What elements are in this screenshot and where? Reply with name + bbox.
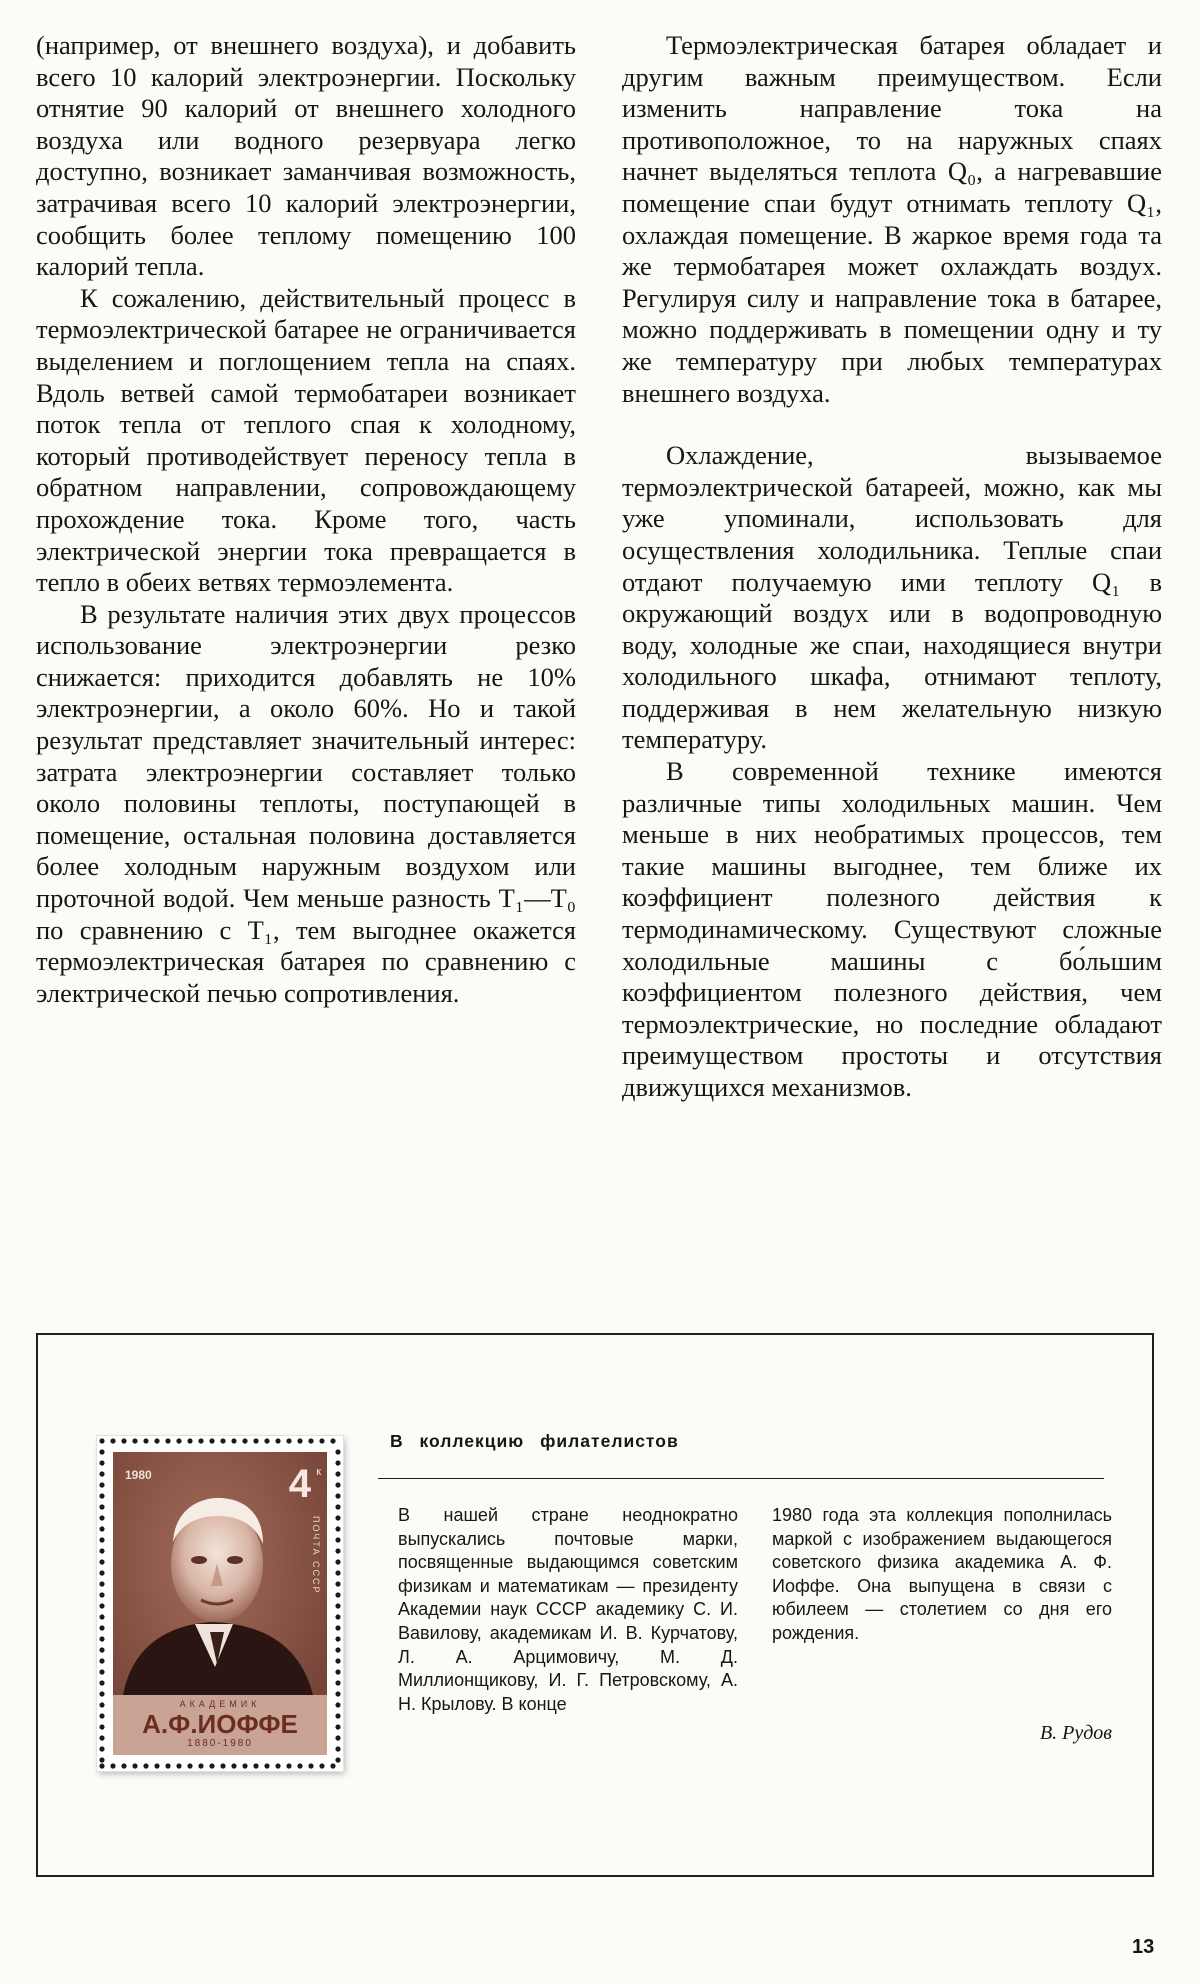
perforation-hole — [286, 1438, 291, 1443]
perforation-hole — [99, 1658, 104, 1663]
perforation-hole — [99, 1735, 104, 1740]
perforation-hole — [308, 1763, 313, 1768]
perforation-hole — [319, 1438, 324, 1443]
perforation-hole — [231, 1763, 236, 1768]
perforation-hole — [253, 1438, 258, 1443]
perforation-hole — [110, 1438, 115, 1443]
perforation-hole — [286, 1763, 291, 1768]
perforation-hole — [99, 1746, 104, 1751]
article-paragraph: В результате наличия этих двух процессов использование электроэнергии резко снижается: приходится добавлять не 10% электроэнергии, а около 60%. Но и такой результат представляет значительный интерес: затрата электроэнергии составляет только около половины теплоты, поступающей в помещение, остальная половина доставляется более холодным наружным воздухом или проточной водой. Чем меньше разность T₁—T₀ по сравнению с T₁, тем выгоднее окажется термоэлектрическая батарея по сравнению с электрической печью сопротивления. — [36, 598, 576, 1008]
stamp-image — [113, 1452, 327, 1755]
perforation-hole — [335, 1746, 340, 1751]
perforation-hole — [335, 1592, 340, 1597]
perforation-hole — [335, 1559, 340, 1564]
perforation-hole — [220, 1438, 225, 1443]
perforation-hole — [121, 1438, 126, 1443]
perforation-hole — [99, 1581, 104, 1586]
perforation-hole — [99, 1636, 104, 1641]
perforation-hole — [242, 1763, 247, 1768]
perforation-hole — [335, 1493, 340, 1498]
perforation-hole — [99, 1548, 104, 1553]
perforation-hole — [335, 1724, 340, 1729]
perforation-hole — [99, 1592, 104, 1597]
perforation-hole — [209, 1763, 214, 1768]
postage-stamp — [97, 1436, 343, 1771]
article-paragraph: К сожалению, действительный процесс в термоэлектрической батарее не ограничивается выделением и поглощением тепла на спаях. Вдоль ветвей самой термобатареи возникает поток тепла от теплого спая к холодному, который противодействует переносу тепла в обратном направлении, сопровождающему прохождение тока. Кроме того, часть электрической энергии тока превращается в тепло в обеих ветвях термоэлемента. — [36, 282, 576, 598]
perforation-hole — [99, 1647, 104, 1652]
perforation-hole — [110, 1763, 115, 1768]
perforation-hole — [330, 1438, 335, 1443]
perforation-hole — [308, 1438, 313, 1443]
perforation-hole — [99, 1559, 104, 1564]
perforation-hole — [275, 1763, 280, 1768]
perforation-hole — [253, 1763, 258, 1768]
perforation-hole — [143, 1763, 148, 1768]
perforation-hole — [99, 1724, 104, 1729]
stamp-denomination-unit: к — [316, 1466, 321, 1478]
perforation-hole — [99, 1449, 104, 1454]
perforation-hole — [335, 1669, 340, 1674]
perforation-hole — [132, 1763, 137, 1768]
perforation-hole — [335, 1449, 340, 1454]
perforation-hole — [176, 1438, 181, 1443]
perforation-hole — [154, 1763, 159, 1768]
perforation-hole — [335, 1713, 340, 1718]
perforation-hole — [99, 1669, 104, 1674]
perforation-hole — [99, 1625, 104, 1630]
perforation-hole — [187, 1438, 192, 1443]
perforation-hole — [335, 1570, 340, 1575]
perforation-hole — [297, 1438, 302, 1443]
perforation-hole — [99, 1515, 104, 1520]
perforation-hole — [99, 1713, 104, 1718]
title-divider — [378, 1478, 1104, 1479]
perforation-hole — [99, 1763, 104, 1768]
perforation-hole — [335, 1548, 340, 1553]
perforation-hole — [99, 1614, 104, 1619]
perforation-hole — [335, 1537, 340, 1542]
stamp-dates: 1880-1980 — [187, 1738, 253, 1749]
perforation-hole — [99, 1691, 104, 1696]
perforation-hole — [176, 1763, 181, 1768]
stamp-year: 1980 — [125, 1468, 152, 1482]
perforation-hole — [154, 1438, 159, 1443]
perforation-hole — [99, 1482, 104, 1487]
article-paragraph: В современной технике имеются различные типы холодильных машин. Чем меньше в них необратимых процессов, тем такие машины выгоднее, тем ближе их коэффициент полезного действия к термодинамическому. Существуют сложные холодильные машины с бо́льшим коэффициентом полезного действия, чем термоэлектрические, но последние обладают преимуществом простоты и отсутствия движущихся механизмов. — [622, 756, 1162, 1102]
stamp-name: А.Ф.ИОФФЕ — [142, 1709, 298, 1739]
perforation-hole — [335, 1658, 340, 1663]
perforation-hole — [335, 1636, 340, 1641]
perforation-hole — [121, 1763, 126, 1768]
perforation-hole — [335, 1680, 340, 1685]
perforation-hole — [335, 1526, 340, 1531]
perforation-hole — [198, 1763, 203, 1768]
perforation-hole — [335, 1625, 340, 1630]
notice-author: В. Рудов — [1039, 1722, 1112, 1744]
perforation-hole — [99, 1702, 104, 1707]
perforation-hole — [335, 1735, 340, 1740]
perforation-hole — [335, 1460, 340, 1465]
perforation-hole — [335, 1691, 340, 1696]
perforation-hole — [99, 1471, 104, 1476]
perforation-hole — [335, 1482, 340, 1487]
notice-paragraph: В нашей стране неоднократно выпускались почтовые марки, посвященные выдающимся советским физикам и математикам — президенту Академии наук СССР академику С. И. Вавилову, академикам И. В. Курчатову, Л. А. Арцимовичу, М. Д. Миллионщикову, И. Г. Петровскому, А. Н. Крылову. В конце — [398, 1505, 738, 1714]
stamp-rank: АКАДЕМИК — [179, 1699, 261, 1709]
perforation-hole — [231, 1438, 236, 1443]
perforation-hole — [209, 1438, 214, 1443]
perforation-hole — [220, 1763, 225, 1768]
article-paragraph: (например, от внешнего воздуха), и добавить всего 10 калорий электроэнергии. Поскольку отнятие 90 калорий от внешнего холодного воздуха или водного резервуара легко доступно, возникает заманчивая возможность, затрачивая всего 10 калорий электроэнергии, сообщить более теплому помещению 100 калорий тепла. — [36, 30, 576, 282]
article-column-left — [36, 30, 576, 1009]
page-number: 13 — [1132, 1936, 1155, 1958]
perforation-hole — [275, 1438, 280, 1443]
perforation-hole — [143, 1438, 148, 1443]
notice-paragraph: 1980 года эта коллекция пополнилась маркой с изображением выдающегося советского физика академика А. Ф. Иоффе. Она выпущена в связи с юбилеем — столетием со дня его рождения. — [772, 1505, 1112, 1643]
perforation-hole — [99, 1537, 104, 1542]
perforation-hole — [99, 1438, 104, 1443]
perforation-hole — [132, 1438, 137, 1443]
perforation-hole — [264, 1438, 269, 1443]
perforation-hole — [335, 1581, 340, 1586]
perforation-hole — [99, 1493, 104, 1498]
perforation-hole — [99, 1460, 104, 1465]
perforation-hole — [187, 1763, 192, 1768]
perforation-hole — [165, 1763, 170, 1768]
perforation-hole — [165, 1438, 170, 1443]
perforation-hole — [99, 1570, 104, 1575]
notice-title: В коллекцию филателистов — [390, 1431, 679, 1451]
notice-column-right — [772, 1504, 1112, 1646]
perforation-hole — [99, 1603, 104, 1608]
perforation-hole — [335, 1471, 340, 1476]
perforation-hole — [297, 1763, 302, 1768]
perforation-hole — [99, 1504, 104, 1509]
perforation-hole — [335, 1504, 340, 1509]
perforation-hole — [264, 1763, 269, 1768]
perforation-hole — [330, 1763, 335, 1768]
perforation-hole — [335, 1702, 340, 1707]
perforation-hole — [99, 1680, 104, 1685]
perforation-hole — [99, 1526, 104, 1531]
perforation-hole — [335, 1614, 340, 1619]
philately-notice-box — [36, 1333, 1154, 1877]
stamp-name-plate — [113, 1695, 327, 1755]
article-column-right — [622, 30, 1162, 1104]
perforation-hole — [335, 1757, 340, 1762]
perforation-hole — [335, 1603, 340, 1608]
perforation-hole — [319, 1763, 324, 1768]
article-paragraph: Охлаждение, вызываемое термоэлектрической батареей, можно, как мы уже упоминали, использовать для осуществления холодильника. Теплые спаи отдают получаемую ими теплоту Q₁ в окружающий воздух или в водопроводную воду, холодные же спаи, находящиеся внутри холодильного шкафа, отнимают теплоту, поддерживая в нем желательную низкую температуру. — [622, 440, 1162, 755]
stamp-denomination: 4 — [288, 1462, 311, 1506]
notice-column-left — [398, 1504, 738, 1716]
perforation-hole — [99, 1757, 104, 1762]
perforation-hole — [335, 1647, 340, 1652]
perforation-hole — [198, 1438, 203, 1443]
article-paragraph: Термоэлектрическая батарея обладает и другим важным преимуществом. Если изменить направление тока на противоположное, то на наружных спаях начнет выделяться теплота Q₀, а нагревавшие помещение спаи будут отнимать теплоту Q₁, охлаждая помещение. В жаркое время года та же термобатарея может охлаждать воздух. Регулируя силу и направление тока в батарее, можно поддерживать в помещении одну и ту же температуру при любых температурах внешнего воздуха. — [622, 30, 1162, 408]
perforation-hole — [242, 1438, 247, 1443]
stamp-side-text: ПОЧТА СССР — [311, 1516, 321, 1595]
perforation-hole — [335, 1515, 340, 1520]
